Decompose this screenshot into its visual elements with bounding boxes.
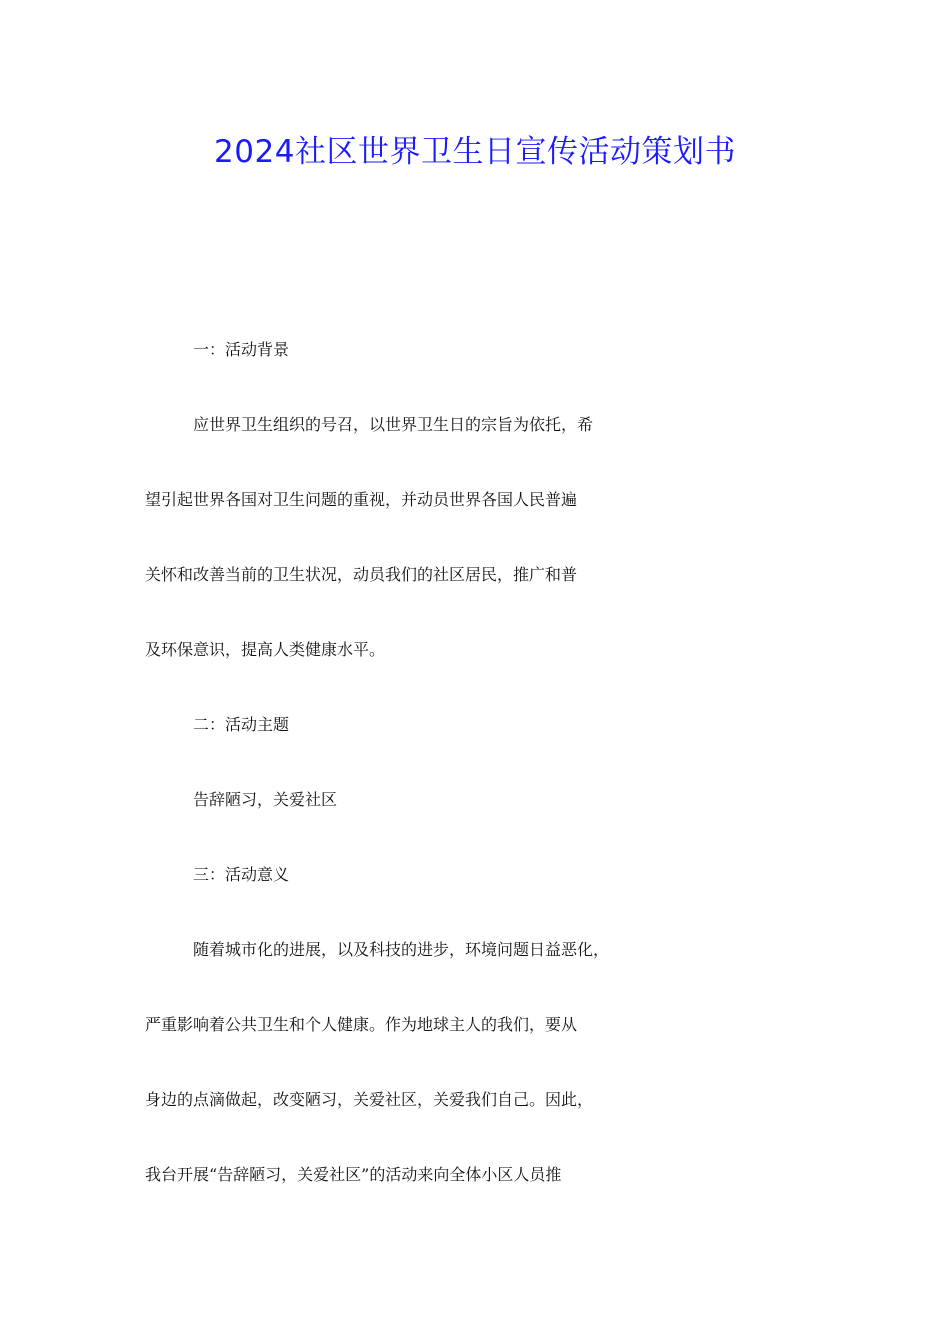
paragraph-line: 关怀和改善当前的卫生状况，动员我们的社区居民，推广和普 bbox=[145, 565, 578, 584]
document-title: 2024社区世界卫生日宣传活动策划书 bbox=[214, 134, 736, 170]
paragraph-line: 及环保意识，提高人类健康水平。 bbox=[145, 640, 386, 659]
paragraph-line: 告辞陋习，关爱社区 bbox=[193, 790, 338, 809]
paragraph-line: 身边的点滴做起，改变陋习，关爱社区，关爱我们自己。因此， bbox=[145, 1090, 594, 1109]
document-body bbox=[145, 337, 817, 1237]
paragraph-line: 我台开展“告辞陋习，关爱社区”的活动来向全体小区人员推 bbox=[145, 1165, 562, 1184]
paragraph-line: 望引起世界各国对卫生问题的重视，并动员世界各国人民普遍 bbox=[145, 490, 578, 509]
paragraph-line: 严重影响着公共卫生和个人健康。作为地球主人的我们，要从 bbox=[145, 1015, 578, 1034]
section-heading-background: 一：活动背景 bbox=[193, 340, 290, 359]
section-heading-theme: 二：活动主题 bbox=[193, 715, 290, 734]
paragraph-line: 应世界卫生组织的号召，以世界卫生日的宗旨为依托，希 bbox=[193, 415, 594, 434]
section-heading-significance: 三：活动意义 bbox=[193, 865, 290, 884]
paragraph-line: 随着城市化的进展，以及科技的进步，环境问题日益恶化， bbox=[193, 940, 610, 959]
